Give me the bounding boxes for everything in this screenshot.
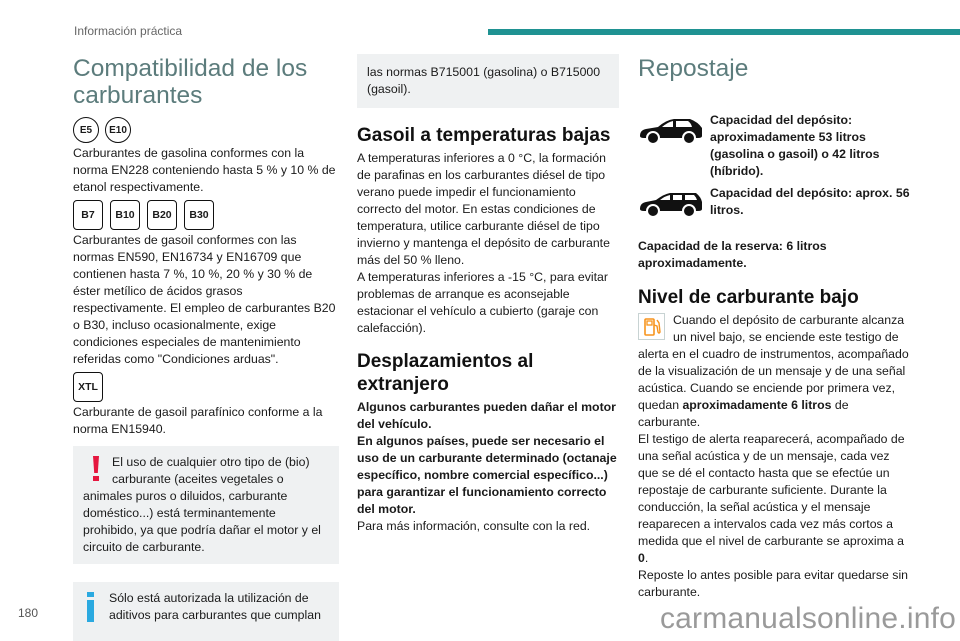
petrol-text: Carburantes de gasolina conformes con la norma EN228 conteniendo hasta 5 % y 10 % de etanol respectivamente. <box>73 146 336 194</box>
low-fuel-paragraph-3: Reposte lo antes posible para evitar quedarse sin carburante. <box>638 568 909 599</box>
estate-car-icon <box>638 185 710 224</box>
abroad-text: Para más información, consulte con la red. <box>357 519 591 533</box>
warning-box <box>73 446 339 564</box>
suv-capacity-text: Capacidad del depósito: aproximadamente 53 litros (gasolina o gasoil) o 42 litros (híbrido). <box>710 113 880 178</box>
low-fuel-paragraph-1: Cuando el depósito de carburante alcanza un nivel bajo, se enciende este testigo de alerta en el cuadro de instrumentos, acompañado de la visualización de un mensaje y de una señal acústica. Cuando se enciende por primera vez, quedan aproximadamente 6 litros de carburante. <box>638 313 909 429</box>
reserve-capacity-text: Capacidad de la reserva: 6 litros aproximadamente. <box>638 239 827 270</box>
info-continued-text: las normas B715001 (gasolina) o B715000 (gasoil). <box>367 65 601 96</box>
b20-badge-icon: B20 <box>147 200 177 230</box>
suv-capacity-row <box>638 112 910 180</box>
b30-badge-icon: B30 <box>184 200 214 230</box>
info-icon <box>87 592 95 622</box>
cold-paragraph-2: A temperaturas inferiores a -15 °C, para evitar problemas de arranque es aconsejable estacionar el vehículo a cubierto (garaje con calefacción). <box>357 270 608 335</box>
e10-badge-icon: E10 <box>105 117 131 143</box>
info-box <box>73 582 339 641</box>
header-accent-bar <box>488 29 960 35</box>
info-box-continued <box>357 54 619 108</box>
estate-capacity-row <box>638 185 910 224</box>
low-fuel-paragraph-2: El testigo de alerta reaparecerá, acompañado de una señal acústica y de un mensaje, cada vez que se dé el contacto hasta que se efectúe un repostaje de carburante suficiente. Durante la conducción, la señal acústica y el mensaje reaparecen a intervalos cada vez más cortos a medida que el nivel de carburante se aproxima a 0. <box>638 432 905 565</box>
warning-exclamation-icon <box>90 456 102 482</box>
column-refuelling <box>638 52 910 601</box>
petrol-badges <box>73 117 339 143</box>
diesel-badges <box>73 200 339 230</box>
low-fuel-heading: Nivel de carburante bajo <box>638 287 859 308</box>
abroad-heading: Desplazamientos al extranjero <box>357 351 534 395</box>
xtl-badges <box>73 372 339 402</box>
header-section-title: Información práctica <box>74 24 183 38</box>
abroad-bold-1: Algunos carburantes pueden dañar el motor del vehículo. <box>357 400 616 431</box>
b10-badge-icon: B10 <box>110 200 140 230</box>
warning-text: El uso de cualquier otro tipo de (bio) carburante (aceites vegetales o animales puros o diluidos, carburante doméstico...) está terminantemente prohibido, ya que podría dañar el motor y el circuito de carburante. <box>83 455 321 554</box>
fuel-pump-warning-icon <box>638 313 665 340</box>
watermark: carmanualsonline.info <box>659 602 956 635</box>
info-text: Sólo está autorizada la utilización de aditivos para carburantes que cumplan <box>109 591 321 622</box>
page-title: Compatibilidad de los carburantes <box>73 55 308 109</box>
abroad-bold-2: En algunos países, puede ser necesario el uso de un carburante determinado (octanaje específico, nombre comercial específico...) para garantizar el funcionamiento correcto del motor. <box>357 434 617 516</box>
diesel-text: Carburantes de gasoil conformes con las normas EN590, EN16734 y EN16709 que contienen hasta 7 %, 10 %, 20 % y 30 % de éster metílico de ácidos grasos respectivamente. El empleo de carburantes B20 o B30, incluso ocasionalmente, exige condiciones especiales de mantenimiento referidas como "Condiciones arduas". <box>73 233 336 366</box>
xtl-badge-icon: XTL <box>73 372 103 402</box>
column-fuel-compatibility <box>73 52 339 641</box>
xtl-text: Carburante de gasoil parafínico conforme a la norma EN15940. <box>73 405 323 436</box>
b7-badge-icon: B7 <box>73 200 103 230</box>
page-number: 180 <box>18 606 39 620</box>
column-diesel-travel <box>357 52 619 535</box>
e5-badge-icon: E5 <box>73 117 99 143</box>
suv-car-icon <box>638 112 710 151</box>
cold-diesel-heading: Gasoil a temperaturas bajas <box>357 125 611 146</box>
estate-capacity-text: Capacidad del depósito: aprox. 56 litros. <box>710 186 910 217</box>
refuelling-title: Repostaje <box>638 55 749 82</box>
cold-paragraph-1: A temperaturas inferiores a 0 °C, la formación de parafinas en los carburantes diésel de tipo verano puede impedir el funcionamiento correcto del motor. En estas condiciones de temperatura, utilice carburante diésel de tipo invierno y mantenga el depósito de carburante más del 50 % lleno. <box>357 151 610 267</box>
